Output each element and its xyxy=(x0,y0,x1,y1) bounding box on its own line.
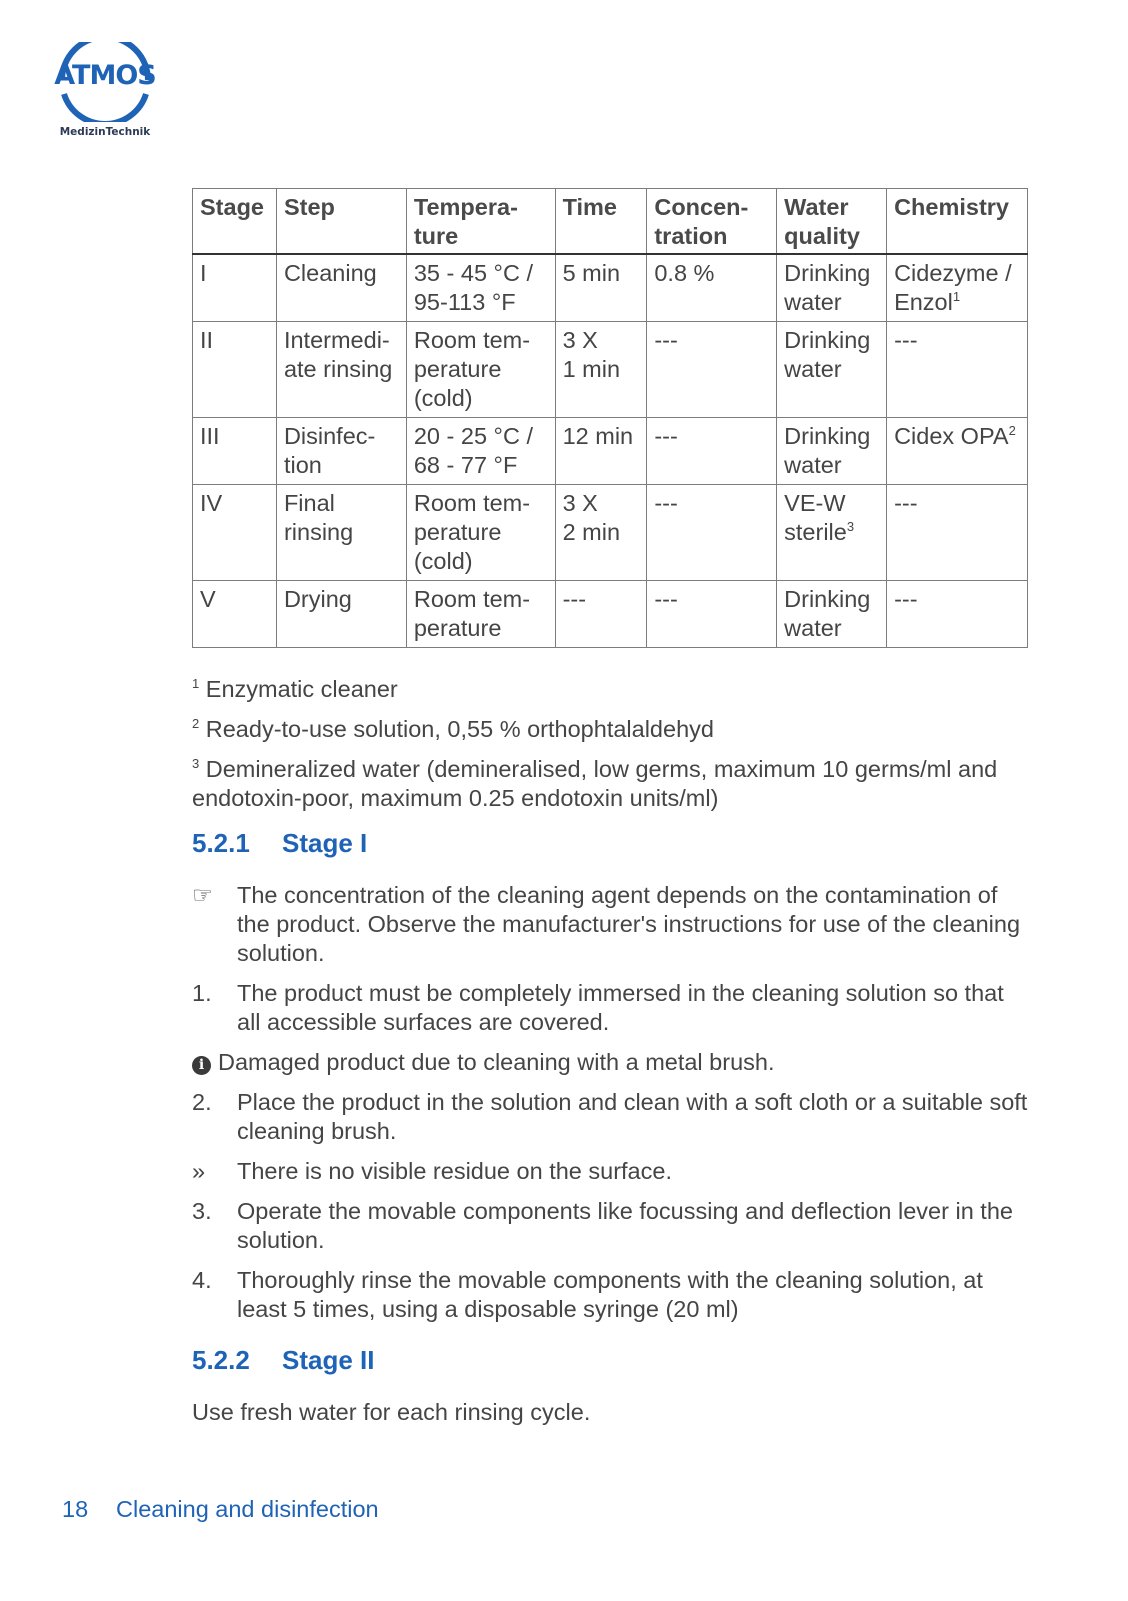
cell-water: VE-W sterile$^3$ xyxy=(777,485,887,581)
footnote-ref: 3 xyxy=(846,519,855,535)
cell-conc: --- xyxy=(647,485,777,581)
table-row xyxy=(193,254,1028,322)
table-body xyxy=(193,254,1028,648)
cell-temp: Room tem- perature (cold) xyxy=(406,322,555,418)
column-header: Tempera- ture xyxy=(406,189,555,255)
info-icon: i xyxy=(192,1056,211,1075)
cell-stage: II xyxy=(193,322,277,418)
footnote-ref: 2 xyxy=(1008,423,1016,439)
cell-time: 5 min xyxy=(555,254,647,322)
result-item xyxy=(192,1157,1032,1186)
footnote-mark: 2 xyxy=(192,716,200,732)
section-title: Stage II xyxy=(282,1345,375,1375)
table-row xyxy=(193,418,1028,485)
step-item xyxy=(192,979,1032,1037)
step-number: 1. xyxy=(192,980,212,1006)
column-header: Time xyxy=(555,189,647,255)
atmos-logo xyxy=(52,42,162,142)
stage-2-text: Use fresh water for each rinsing cycle. xyxy=(192,1399,591,1425)
cell-time: 3 X 2 min xyxy=(555,485,647,581)
footnote-text: Ready-to-use solution, 0,55 % orthophtalaldehyd xyxy=(205,716,714,742)
stage-1-instructions xyxy=(192,881,1032,1335)
cell-time: 12 min xyxy=(555,418,647,485)
item-text: Place the product in the solution and clean with a soft cloth or a suitable soft cleaning brush. xyxy=(237,1089,1028,1144)
cell-stage: III xyxy=(193,418,277,485)
note-item xyxy=(192,881,1032,968)
item-text: The concentration of the cleaning agent depends on the contamination of the product. Observe the manufacturer's instructions for use of the cleaning solution. xyxy=(237,882,1021,966)
cell-water: Drinking water xyxy=(777,581,887,648)
cell-step: Intermedi- ate rinsing xyxy=(276,322,406,418)
cell-chem: --- xyxy=(887,322,1028,418)
cell-water: Drinking water xyxy=(777,322,887,418)
table-header-row xyxy=(193,189,1028,255)
footnote-ref: 1 xyxy=(952,289,961,305)
result-marker: » xyxy=(192,1158,206,1184)
cell-chem: --- xyxy=(887,581,1028,648)
page-number: 18 xyxy=(62,1496,89,1522)
column-header: Water quality xyxy=(777,189,887,255)
cell-temp: Room tem- perature (cold) xyxy=(406,485,555,581)
reprocessing-table xyxy=(192,188,1028,648)
cell-water: Drinking water xyxy=(777,418,887,485)
logo-tagline: MedizinTechnik xyxy=(59,126,151,138)
cell-step: Disinfec- tion xyxy=(276,418,406,485)
item-text: Operate the movable components like focussing and deflection lever in the solution. xyxy=(237,1198,1013,1253)
cell-chem: --- xyxy=(887,485,1028,581)
footnotes xyxy=(192,675,1032,824)
item-text: The product must be completely immersed in the cleaning solution so that all accessible surfaces are covered. xyxy=(237,980,1004,1035)
step-number: 2. xyxy=(192,1089,212,1115)
footnote xyxy=(192,715,1032,744)
column-header: Step xyxy=(276,189,406,255)
cell-step: Final rinsing xyxy=(276,485,406,581)
footnote-mark: 1 xyxy=(192,676,200,692)
table-row xyxy=(193,581,1028,648)
cell-temp: Room tem- perature xyxy=(406,581,555,648)
cell-temp: 20 - 25 °C / 68 - 77 °F xyxy=(406,418,555,485)
footnote xyxy=(192,755,1032,813)
section-heading-stage-2 xyxy=(192,1345,374,1376)
cell-water: Drinking water xyxy=(777,254,887,322)
warning-text: Damaged product due to cleaning with a metal brush. xyxy=(218,1049,775,1075)
section-title: Stage I xyxy=(282,828,368,858)
cell-conc: --- xyxy=(647,322,777,418)
section-number: 5.2.1 xyxy=(192,828,250,858)
cell-chem: Cidezyme / Enzol$^1$ xyxy=(887,254,1028,322)
column-header: Stage xyxy=(193,189,277,255)
footnote xyxy=(192,675,1032,704)
table-row xyxy=(193,485,1028,581)
cell-conc: 0.8 % xyxy=(647,254,777,322)
step-item xyxy=(192,1266,1032,1324)
cell-time: 3 X 1 min xyxy=(555,322,647,418)
warning-line xyxy=(192,1048,1032,1077)
cell-temp: 35 - 45 °C / 95-113 °F xyxy=(406,254,555,322)
cell-conc: --- xyxy=(647,581,777,648)
page-footer xyxy=(62,1496,379,1523)
footnote-mark: 3 xyxy=(192,756,200,772)
pointing-hand-icon: ☞ xyxy=(192,882,214,908)
item-text: Thoroughly rinse the movable components with the cleaning solution, at least 5 times, using a disposable syringe (20 ml) xyxy=(237,1267,983,1322)
step-number: 3. xyxy=(192,1198,212,1224)
column-header: Chemistry xyxy=(887,189,1028,255)
section-number: 5.2.2 xyxy=(192,1345,250,1375)
footnote-text: Demineralized water (demineralised, low germs, maximum 10 germs/ml and endotoxin-poor, maximum 0.25 endotoxin units/ml) xyxy=(192,756,998,811)
cell-stage: IV xyxy=(193,485,277,581)
cell-chem: Cidex OPA$^2$ xyxy=(887,418,1028,485)
logo-brand: ATMOS xyxy=(54,60,156,91)
section-heading-stage-1 xyxy=(192,828,367,859)
cell-conc: --- xyxy=(647,418,777,485)
cell-step: Drying xyxy=(276,581,406,648)
cell-stage: V xyxy=(193,581,277,648)
step-item xyxy=(192,1088,1032,1146)
chapter-title: Cleaning and disinfection xyxy=(116,1496,379,1522)
step-item xyxy=(192,1197,1032,1255)
cell-stage: I xyxy=(193,254,277,322)
cell-step: Cleaning xyxy=(276,254,406,322)
item-text: There is no visible residue on the surface. xyxy=(237,1158,672,1184)
footnote-text: Enzymatic cleaner xyxy=(205,676,398,702)
table-row xyxy=(193,322,1028,418)
column-header: Concen- tration xyxy=(647,189,777,255)
step-number: 4. xyxy=(192,1267,212,1293)
cell-time: --- xyxy=(555,581,647,648)
